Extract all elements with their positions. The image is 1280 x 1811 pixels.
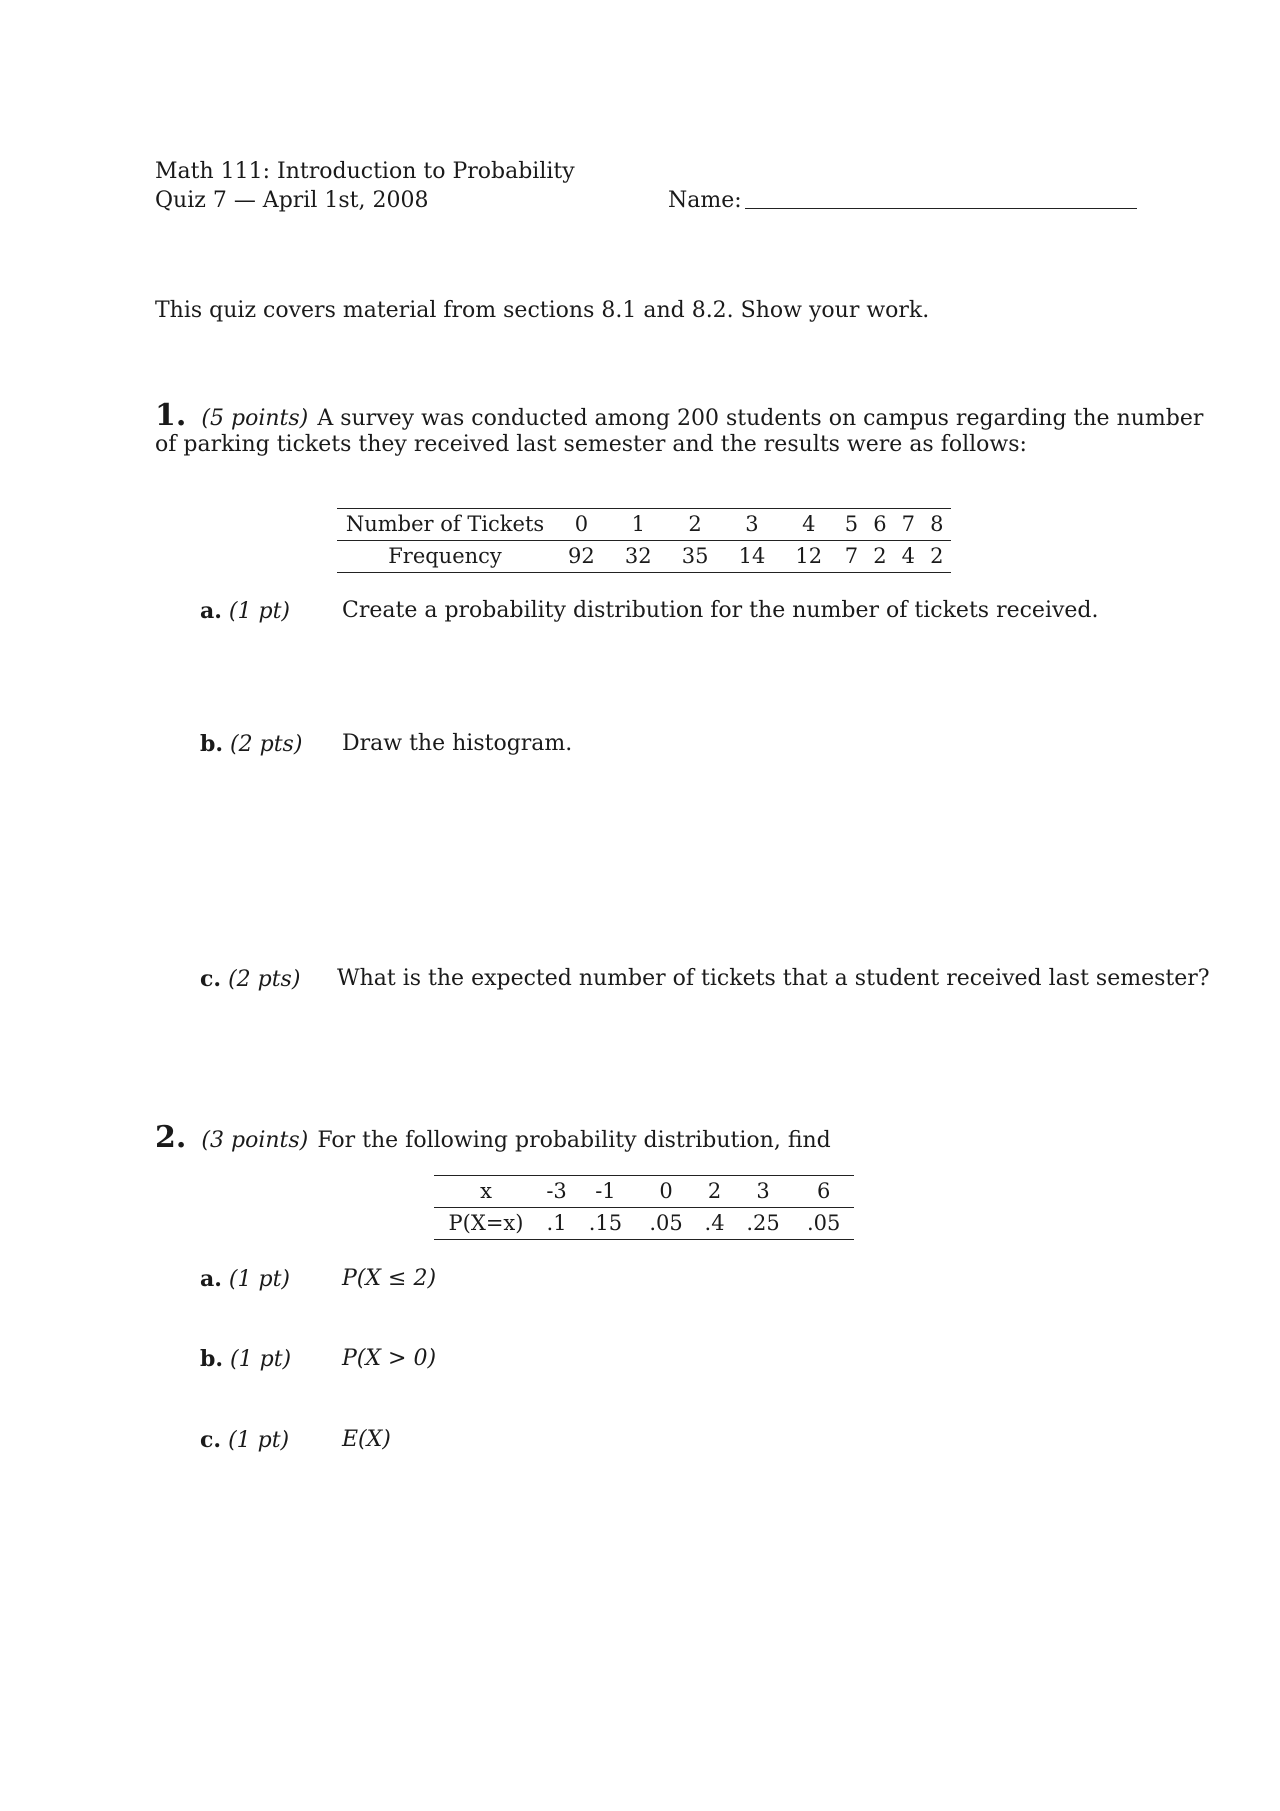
table-cell: 35: [667, 541, 724, 573]
table-cell: 12: [780, 541, 837, 573]
q1-part-a: [200, 598, 290, 624]
table-cell: -1: [575, 1176, 636, 1208]
question-2-text: For the following probability distribution, find: [317, 1128, 831, 1153]
part-points: (2 pts): [228, 967, 301, 992]
probability-row: [434, 1208, 854, 1240]
table-cell: 0: [636, 1176, 697, 1208]
q1-part-c: [200, 966, 300, 992]
table-row-label: Frequency: [337, 541, 553, 573]
table-cell: .25: [733, 1208, 794, 1240]
table-cell: 7: [894, 509, 922, 541]
tickets-frequency-table: [337, 508, 951, 573]
table-row-label: x: [434, 1176, 538, 1208]
name-field-line[interactable]: [745, 208, 1137, 209]
part-label: a.: [200, 598, 222, 624]
course-title: Math 111: Introduction to Probability: [155, 159, 575, 184]
q2-part-c-expr: E(X): [342, 1427, 391, 1452]
table-cell: 6: [866, 509, 894, 541]
table-cell: 1: [610, 509, 667, 541]
part-label: c.: [200, 1427, 222, 1453]
table-cell: 3: [724, 509, 781, 541]
table-cell: 4: [894, 541, 922, 573]
name-label: Name:: [668, 188, 742, 213]
part-label: a.: [200, 1266, 222, 1292]
question-1-text-line2: of parking tickets they received last semester and the results were as follows:: [155, 432, 1027, 457]
question-2-points: (3 points): [201, 1128, 309, 1153]
table-cell: -3: [538, 1176, 575, 1208]
table-cell: 2: [696, 1176, 732, 1208]
q2-part-b: [200, 1346, 291, 1372]
frequency-row: [337, 541, 951, 573]
table-cell: 6: [793, 1176, 854, 1208]
q2-part-a-expr: P(X ≤ 2): [342, 1266, 437, 1291]
q2-part-a: [200, 1266, 290, 1292]
part-points: (1 pt): [228, 1267, 291, 1292]
table-cell: 2: [923, 541, 951, 573]
table-cell: 92: [553, 541, 610, 573]
question-1-points: (5 points): [201, 406, 309, 431]
table-cell: 0: [553, 509, 610, 541]
table-cell: 7: [837, 541, 865, 573]
table-cell: 2: [866, 541, 894, 573]
table-row-label: P(X=x): [434, 1208, 538, 1240]
part-label: b.: [200, 1346, 224, 1372]
q1-part-b-text: Draw the histogram.: [342, 731, 573, 756]
part-points: (1 pt): [228, 599, 291, 624]
table-cell: 32: [610, 541, 667, 573]
part-points: (1 pt): [228, 1428, 290, 1453]
table-cell: 8: [923, 509, 951, 541]
part-label: c.: [200, 966, 222, 992]
question-2-heading: [155, 1120, 831, 1155]
part-points: (2 pts): [230, 732, 303, 757]
q2-part-c: [200, 1427, 289, 1453]
table-cell: 14: [724, 541, 781, 573]
question-1-text-line1: A survey was conducted among 200 students on campus regarding the number: [317, 406, 1204, 431]
q1-part-a-text: Create a probability distribution for the number of tickets received.: [342, 598, 1099, 623]
probability-distribution-table: [434, 1175, 854, 1240]
q2-part-b-expr: P(X > 0): [342, 1346, 437, 1371]
part-points: (1 pt): [230, 1347, 292, 1372]
question-1-heading: [155, 398, 1203, 433]
question-1-number: 1.: [155, 398, 187, 433]
table-cell: .1: [538, 1208, 575, 1240]
tickets-row: [337, 509, 951, 541]
q1-part-b: [200, 731, 302, 757]
intro-text: This quiz covers material from sections 8.1 and 8.2. Show your work.: [155, 298, 930, 323]
table-row-label: Number of Tickets: [337, 509, 553, 541]
part-label: b.: [200, 731, 224, 757]
table-cell: .4: [696, 1208, 732, 1240]
table-cell: 3: [733, 1176, 794, 1208]
table-cell: .05: [793, 1208, 854, 1240]
x-row: [434, 1176, 854, 1208]
table-cell: 2: [667, 509, 724, 541]
table-cell: 5: [837, 509, 865, 541]
table-cell: .05: [636, 1208, 697, 1240]
q1-part-c-text: What is the expected number of tickets that a student received last semester?: [337, 966, 1210, 991]
table-cell: 4: [780, 509, 837, 541]
table-cell: .15: [575, 1208, 636, 1240]
quiz-date: Quiz 7 — April 1st, 2008: [155, 188, 429, 213]
question-2-number: 2.: [155, 1120, 187, 1155]
